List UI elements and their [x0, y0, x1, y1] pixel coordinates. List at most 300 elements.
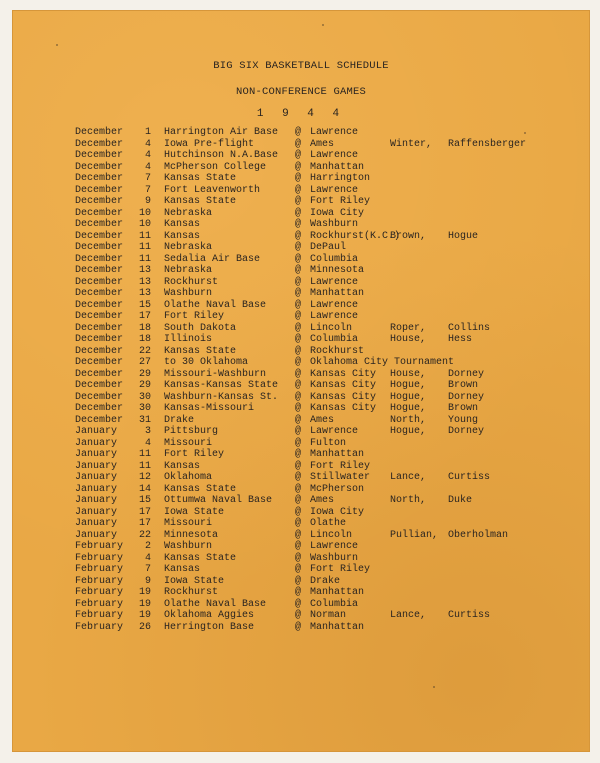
game-month: December	[75, 196, 124, 207]
game-day: 22	[138, 345, 151, 357]
game-location: Lincoln	[310, 529, 353, 541]
game-official-1: Hogue,	[390, 391, 427, 403]
game-month: December	[75, 253, 124, 265]
game-location: Columbia	[310, 598, 359, 610]
game-opponent: South Dakota	[164, 322, 237, 334]
game-official-1: Pullian,	[390, 529, 439, 541]
game-location: Manhattan	[310, 587, 365, 598]
at-symbol: @	[295, 184, 302, 196]
game-opponent: Kansas State	[164, 552, 237, 564]
schedule-row	[12, 357, 590, 369]
game-day: 7	[144, 184, 151, 196]
paper-speck	[322, 24, 324, 26]
game-month: January	[75, 426, 118, 437]
game-day: 10	[138, 207, 151, 219]
schedule-row	[12, 208, 590, 220]
schedule-row	[12, 150, 590, 162]
game-opponent: Kansas State	[164, 173, 237, 184]
schedule-row	[12, 495, 590, 507]
game-opponent: Hutchinson N.A.Base	[164, 150, 279, 161]
game-official-2: Oberholman	[448, 529, 509, 541]
game-official-1: House,	[390, 334, 427, 345]
game-day: 9	[144, 196, 151, 207]
at-symbol: @	[295, 242, 302, 253]
game-opponent: Missouri	[164, 437, 213, 449]
game-official-2: Dorney	[448, 368, 485, 380]
game-day: 4	[144, 437, 151, 449]
game-month: December	[75, 265, 124, 276]
document-year: 1 9 4 4	[256, 108, 346, 120]
game-day: 11	[138, 449, 151, 460]
game-official-2: Brown	[448, 403, 479, 414]
schedule-row	[12, 162, 590, 174]
game-day: 17	[138, 518, 151, 529]
game-month: February	[75, 621, 124, 633]
schedule-row	[12, 530, 590, 542]
game-location: Kansas City	[310, 391, 377, 403]
game-day: 11	[138, 253, 151, 265]
game-month: January	[75, 506, 118, 518]
game-day: 19	[138, 610, 151, 621]
game-opponent: Fort Riley	[164, 449, 225, 460]
game-official-1: Hogue,	[390, 380, 427, 391]
game-location: Manhattan	[310, 621, 365, 633]
schedule-row	[12, 622, 590, 634]
at-symbol: @	[295, 495, 302, 506]
at-symbol: @	[295, 345, 302, 357]
at-symbol: @	[295, 299, 302, 311]
game-opponent: Kansas State	[164, 483, 237, 495]
schedule-row	[12, 426, 590, 438]
at-symbol: @	[295, 529, 302, 541]
game-official-2: Young	[448, 414, 479, 426]
game-opponent: Kansas-Missouri	[164, 403, 255, 414]
game-month: February	[75, 587, 124, 598]
game-day: 7	[144, 173, 151, 184]
game-month: December	[75, 173, 124, 184]
at-symbol: @	[295, 230, 302, 242]
schedule-row	[12, 438, 590, 450]
game-day: 19	[138, 587, 151, 598]
game-opponent: Nebraska	[164, 242, 213, 253]
game-day: 13	[138, 288, 151, 299]
at-symbol: @	[295, 437, 302, 449]
game-location: Fort Riley	[310, 460, 371, 472]
game-month: February	[75, 575, 124, 587]
game-month: December	[75, 276, 124, 288]
game-official-1: Hogue,	[390, 403, 427, 414]
at-symbol: @	[295, 368, 302, 380]
game-opponent: Iowa State	[164, 506, 225, 518]
game-month: December	[75, 299, 124, 311]
game-location: Washburn	[310, 552, 359, 564]
game-opponent: Ottumwa Naval Base	[164, 495, 273, 506]
schedule-row	[12, 323, 590, 335]
document-title: BIG SIX BASKETBALL SCHEDULE	[213, 60, 389, 72]
schedule-row	[12, 610, 590, 622]
game-month: January	[75, 472, 118, 483]
game-official-2: Curtiss	[448, 610, 491, 621]
schedule-row	[12, 449, 590, 461]
game-day: 27	[138, 357, 151, 368]
at-symbol: @	[295, 219, 302, 230]
game-month: December	[75, 150, 124, 161]
schedule-row	[12, 254, 590, 266]
game-location: Kansas City	[310, 403, 377, 414]
schedule-row	[12, 472, 590, 484]
game-month: January	[75, 460, 118, 472]
game-month: December	[75, 288, 124, 299]
game-location: Manhattan	[310, 288, 365, 299]
game-opponent: Nebraska	[164, 207, 213, 219]
game-location: Lawrence	[310, 541, 359, 552]
game-day: 19	[138, 598, 151, 610]
schedule-row	[12, 518, 590, 530]
game-day: 18	[138, 334, 151, 345]
schedule-row	[12, 196, 590, 208]
game-month: January	[75, 437, 118, 449]
game-location: Lawrence	[310, 276, 359, 288]
schedule-row	[12, 139, 590, 151]
at-symbol: @	[295, 173, 302, 184]
game-opponent: Rockhurst	[164, 276, 219, 288]
at-symbol: @	[295, 311, 302, 322]
schedule-row	[12, 541, 590, 553]
at-symbol: @	[295, 207, 302, 219]
game-month: December	[75, 391, 124, 403]
at-symbol: @	[295, 265, 302, 276]
at-symbol: @	[295, 253, 302, 265]
game-day: 12	[138, 472, 151, 483]
game-month: December	[75, 345, 124, 357]
at-symbol: @	[295, 472, 302, 483]
game-month: January	[75, 518, 118, 529]
game-official-2: Curtiss	[448, 472, 491, 483]
game-opponent: Sedalia Air Base	[164, 253, 261, 265]
schedule-row	[12, 507, 590, 519]
game-month: December	[75, 184, 124, 196]
game-day: 4	[144, 150, 151, 161]
game-day: 30	[138, 391, 151, 403]
game-opponent: Iowa Pre-flight	[164, 138, 255, 150]
schedule-row	[12, 334, 590, 346]
schedule-row	[12, 415, 590, 427]
game-day: 17	[138, 506, 151, 518]
game-month: February	[75, 541, 124, 552]
game-opponent: Kansas State	[164, 196, 237, 207]
game-location: Ames	[310, 414, 335, 426]
game-location: Columbia	[310, 253, 359, 265]
schedule-row	[12, 265, 590, 277]
game-day: 14	[138, 483, 151, 495]
game-month: February	[75, 598, 124, 610]
game-location: Ames	[310, 495, 335, 506]
game-month: December	[75, 380, 124, 391]
game-opponent: Iowa State	[164, 575, 225, 587]
game-month: February	[75, 552, 124, 564]
at-symbol: @	[295, 449, 302, 460]
document-subtitle: NON-CONFERENCE GAMES	[235, 86, 367, 98]
schedule-row	[12, 127, 590, 139]
game-opponent: Nebraska	[164, 265, 213, 276]
game-location: Ames	[310, 138, 335, 150]
game-day: 13	[138, 276, 151, 288]
schedule-row	[12, 576, 590, 588]
game-location: Washburn	[310, 219, 359, 230]
game-location: DePaul	[310, 242, 347, 253]
at-symbol: @	[295, 380, 302, 391]
game-location: McPherson	[310, 483, 365, 495]
game-month: December	[75, 242, 124, 253]
at-symbol: @	[295, 598, 302, 610]
at-symbol: @	[295, 564, 302, 575]
game-month: December	[75, 230, 124, 242]
game-opponent: Herrington Base	[164, 621, 255, 633]
game-opponent: McPherson College	[164, 161, 267, 173]
game-month: December	[75, 414, 124, 426]
game-month: December	[75, 219, 124, 230]
schedule-row	[12, 380, 590, 392]
schedule-row	[12, 242, 590, 254]
at-symbol: @	[295, 506, 302, 518]
game-month: December	[75, 357, 124, 368]
game-location: Olathe	[310, 518, 347, 529]
game-official-2: Duke	[448, 495, 473, 506]
game-day: 7	[144, 564, 151, 575]
game-opponent: Kansas-Kansas State	[164, 380, 279, 391]
at-symbol: @	[295, 403, 302, 414]
game-month: December	[75, 138, 124, 150]
at-symbol: @	[295, 196, 302, 207]
game-official-1: House,	[390, 368, 427, 380]
game-opponent: Oklahoma Aggies	[164, 610, 255, 621]
at-symbol: @	[295, 426, 302, 437]
game-location: Columbia	[310, 334, 359, 345]
at-symbol: @	[295, 483, 302, 495]
game-opponent: Kansas	[164, 230, 201, 242]
game-opponent: Oklahoma	[164, 472, 213, 483]
game-location: Lincoln	[310, 322, 353, 334]
game-day: 2	[144, 541, 151, 552]
game-day: 9	[144, 575, 151, 587]
game-day: 10	[138, 219, 151, 230]
game-location: Iowa City	[310, 506, 365, 518]
at-symbol: @	[295, 357, 302, 368]
game-month: January	[75, 483, 118, 495]
schedule-row	[12, 484, 590, 496]
game-day: 4	[144, 138, 151, 150]
game-official-1: Lance,	[390, 610, 427, 621]
game-official-2: Dorney	[448, 391, 485, 403]
schedule-row	[12, 553, 590, 565]
game-day: 29	[138, 368, 151, 380]
game-official-2: Hogue	[448, 230, 479, 242]
at-symbol: @	[295, 161, 302, 173]
game-location: Lawrence	[310, 150, 359, 161]
game-location: Harrington	[310, 173, 371, 184]
schedule-row	[12, 300, 590, 312]
paper-speck	[433, 686, 435, 688]
game-opponent: Missouri-Washburn	[164, 368, 267, 380]
schedule-row	[12, 587, 590, 599]
game-day: 13	[138, 265, 151, 276]
schedule-row	[12, 173, 590, 185]
game-location: Iowa City	[310, 207, 365, 219]
game-official-1: North,	[390, 414, 427, 426]
game-day: 15	[138, 299, 151, 311]
schedule-row	[12, 392, 590, 404]
game-opponent: Pittsburg	[164, 426, 219, 437]
schedule-row	[12, 311, 590, 323]
game-official-2: Brown	[448, 380, 479, 391]
game-day: 18	[138, 322, 151, 334]
at-symbol: @	[295, 621, 302, 633]
game-official-2: Hess	[448, 334, 473, 345]
game-location: Lawrence	[310, 311, 359, 322]
game-opponent: Olathe Naval Base	[164, 299, 267, 311]
schedule-row	[12, 346, 590, 358]
game-location: Fort Riley	[310, 196, 371, 207]
game-day: 22	[138, 529, 151, 541]
game-opponent: Fort Leavenworth	[164, 184, 261, 196]
game-location: Rockhurst(K.C.)	[310, 230, 401, 242]
game-official-1: Hogue,	[390, 426, 427, 437]
game-opponent: Kansas	[164, 564, 201, 575]
game-location: Drake	[310, 575, 341, 587]
game-location: Lawrence	[310, 426, 359, 437]
game-month: December	[75, 127, 124, 138]
at-symbol: @	[295, 391, 302, 403]
schedule-row	[12, 403, 590, 415]
schedule-row	[12, 369, 590, 381]
game-location: Kansas City	[310, 380, 377, 391]
game-location: Kansas City	[310, 368, 377, 380]
game-location: Rockhurst	[310, 345, 365, 357]
game-month: January	[75, 449, 118, 460]
game-day: 11	[138, 242, 151, 253]
game-day: 4	[144, 161, 151, 173]
game-official-2: Collins	[448, 322, 491, 334]
at-symbol: @	[295, 288, 302, 299]
game-official-1: Lance,	[390, 472, 427, 483]
game-month: December	[75, 207, 124, 219]
game-month: December	[75, 334, 124, 345]
game-location: Fort Riley	[310, 564, 371, 575]
document-page	[12, 10, 590, 752]
game-month: December	[75, 368, 124, 380]
schedule-row	[12, 288, 590, 300]
schedule-row	[12, 564, 590, 576]
game-day: 11	[138, 230, 151, 242]
schedule-row	[12, 185, 590, 197]
game-location: Norman	[310, 610, 347, 621]
game-opponent: Washburn-Kansas St.	[164, 391, 279, 403]
game-official-1: North,	[390, 495, 427, 506]
game-opponent: Rockhurst	[164, 587, 219, 598]
game-official-1: Roper,	[390, 322, 427, 334]
at-symbol: @	[295, 575, 302, 587]
game-month: December	[75, 161, 124, 173]
game-opponent: Kansas	[164, 460, 201, 472]
game-opponent: to 30 Oklahoma	[164, 357, 249, 368]
game-official-1: Winter,	[390, 138, 433, 150]
at-symbol: @	[295, 610, 302, 621]
game-location: Stillwater	[310, 472, 371, 483]
game-month: December	[75, 403, 124, 414]
game-month: February	[75, 564, 124, 575]
at-symbol: @	[295, 322, 302, 334]
game-location: Manhattan	[310, 161, 365, 173]
at-symbol: @	[295, 541, 302, 552]
game-location: Lawrence	[310, 127, 359, 138]
game-day: 26	[138, 621, 151, 633]
game-location: Manhattan	[310, 449, 365, 460]
game-month: December	[75, 311, 124, 322]
game-opponent: Fort Riley	[164, 311, 225, 322]
game-opponent: Illinois	[164, 334, 213, 345]
at-symbol: @	[295, 334, 302, 345]
game-official-2: Raffensberger	[448, 138, 527, 150]
at-symbol: @	[295, 414, 302, 426]
game-official-2: Dorney	[448, 426, 485, 437]
game-location: Lawrence	[310, 184, 359, 196]
game-location: Minnesota	[310, 265, 365, 276]
game-month: December	[75, 322, 124, 334]
schedule-row	[12, 219, 590, 231]
at-symbol: @	[295, 587, 302, 598]
game-official-1: Brown,	[390, 230, 427, 242]
game-location: Oklahoma City Tournament	[310, 357, 455, 368]
game-day: 3	[144, 426, 151, 437]
game-opponent: Kansas	[164, 219, 201, 230]
schedule-row	[12, 277, 590, 289]
at-symbol: @	[295, 552, 302, 564]
paper-speck	[56, 44, 58, 46]
paper-speck	[524, 132, 526, 134]
game-opponent: Minnesota	[164, 529, 219, 541]
schedule-row	[12, 231, 590, 243]
schedule-table	[12, 127, 590, 633]
at-symbol: @	[295, 518, 302, 529]
at-symbol: @	[295, 460, 302, 472]
game-day: 29	[138, 380, 151, 391]
game-month: January	[75, 495, 118, 506]
game-day: 11	[138, 460, 151, 472]
game-opponent: Harrington Air Base	[164, 127, 279, 138]
at-symbol: @	[295, 138, 302, 150]
game-day: 4	[144, 552, 151, 564]
game-opponent: Missouri	[164, 518, 213, 529]
game-day: 31	[138, 414, 151, 426]
at-symbol: @	[295, 150, 302, 161]
game-day: 1	[144, 127, 151, 138]
game-location: Fulton	[310, 437, 347, 449]
schedule-row	[12, 599, 590, 611]
game-month: February	[75, 610, 124, 621]
game-opponent: Drake	[164, 414, 195, 426]
game-opponent: Washburn	[164, 541, 213, 552]
game-opponent: Washburn	[164, 288, 213, 299]
at-symbol: @	[295, 127, 302, 138]
game-day: 30	[138, 403, 151, 414]
game-location: Lawrence	[310, 299, 359, 311]
game-day: 17	[138, 311, 151, 322]
schedule-row	[12, 461, 590, 473]
at-symbol: @	[295, 276, 302, 288]
game-opponent: Olathe Naval Base	[164, 598, 267, 610]
game-month: January	[75, 529, 118, 541]
game-day: 15	[138, 495, 151, 506]
